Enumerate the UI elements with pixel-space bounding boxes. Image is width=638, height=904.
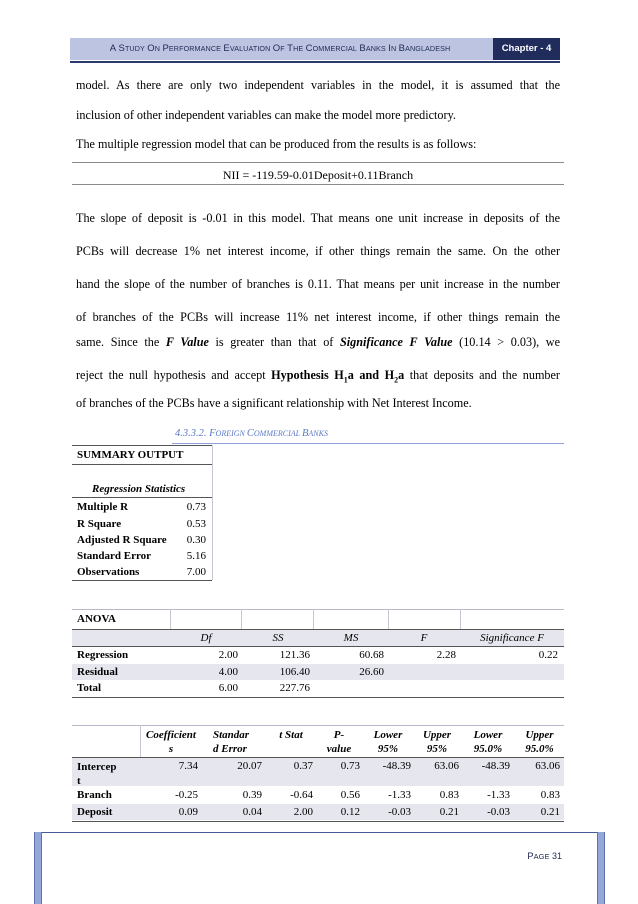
table-divider <box>170 609 171 629</box>
paragraph-line: of branches of the PCBs have a significant relationship with Net Interest Income. <box>76 396 472 410</box>
anova-cell: 2.00 <box>218 649 238 661</box>
regression-equation: NII = -119.59-0.01Deposit+0.11Branch <box>222 168 414 182</box>
table-divider <box>313 609 314 629</box>
coef-cell: 63.06 <box>434 760 459 772</box>
coef-cell: 2.00 <box>293 806 313 818</box>
paragraph-line: The slope of deposit is -0.01 in this model. That means one unit increase in deposits of the <box>76 211 560 225</box>
anova-cell: 4.00 <box>218 666 238 678</box>
coef-header: Lower 95% <box>373 729 403 755</box>
header-rule <box>70 61 560 63</box>
regression-stats-title: Regression Statistics <box>92 483 186 495</box>
anova-row-label: Total <box>77 682 102 694</box>
coef-cell: 0.12 <box>340 806 360 818</box>
paragraph-line: model. As there are only two independent variables in the model, it is assumed that the <box>76 78 560 92</box>
stat-label: R Square <box>77 518 122 530</box>
anova-header: MS <box>343 632 359 644</box>
coef-cell: -1.33 <box>487 789 510 801</box>
table-rule <box>72 725 564 726</box>
table-divider <box>388 609 389 629</box>
paragraph-line: reject the null hypothesis and accept Hypothesis $H_1a$ and $H_2a$ that deposits and the number <box>76 368 560 385</box>
coef-header: Coefficient s <box>146 729 196 755</box>
coef-header: Upper 95.0% <box>525 729 554 755</box>
coef-cell: -0.03 <box>388 806 411 818</box>
coef-header: Lower 95.0% <box>473 729 503 755</box>
coef-cell: -48.39 <box>382 760 411 772</box>
anova-cell: 60.68 <box>359 649 384 661</box>
table-rule <box>72 497 212 498</box>
coef-row-label: Intercep t <box>77 761 117 787</box>
summary-title: SUMMARY OUTPUT <box>77 449 184 461</box>
table-rule <box>72 445 212 446</box>
coef-cell: 0.21 <box>439 806 459 818</box>
coef-cell: 0.83 <box>439 789 459 801</box>
stat-value: 7.00 <box>186 566 206 578</box>
stat-label: Adjusted R Square <box>77 534 167 546</box>
paragraph-line: inclusion of other independent variables can make the model more predictory. <box>76 108 456 122</box>
table-rule <box>72 697 564 698</box>
paragraph-line: PCBs will decrease 1% net interest income, if other things remain the same. On the other <box>76 244 560 258</box>
anova-row-label: Residual <box>77 666 118 678</box>
footer-right-bar <box>597 832 605 904</box>
anova-header: SS <box>272 632 284 644</box>
paragraph-line: of branches of the PCBs will increase 11% net interest income, if other things remain the <box>76 310 560 324</box>
coef-header: t Stat <box>279 729 303 741</box>
coef-row-label: Branch <box>77 789 112 801</box>
anova-cell: 26.60 <box>359 666 384 678</box>
coef-header: Standar d Error <box>213 729 250 755</box>
anova-cell: 6.00 <box>218 682 238 694</box>
table-divider <box>241 609 242 629</box>
anova-row-label: Regression <box>77 649 129 661</box>
stat-label: Observations <box>77 566 140 578</box>
coef-cell: 0.21 <box>540 806 560 818</box>
coef-row-label: Deposit <box>77 806 113 818</box>
coef-cell: 0.09 <box>178 806 198 818</box>
table-divider <box>212 445 213 580</box>
table-rule <box>72 646 564 647</box>
coef-cell: 0.73 <box>340 760 360 772</box>
stat-label: Standard Error <box>77 550 152 562</box>
anova-header: Significance F <box>480 632 544 644</box>
coef-cell: -1.33 <box>388 789 411 801</box>
paragraph-line: The multiple regression model that can be produced from the results is as follows: <box>76 137 477 151</box>
stat-value: 0.30 <box>186 534 206 546</box>
paragraph-line: hand the slope of the number of branches is 0.11. That means per unit increase in the number <box>76 277 560 291</box>
coef-cell: 0.37 <box>293 760 313 772</box>
table-rule <box>72 609 564 610</box>
section-heading: 4.3.3.2. FOREIGN COMMERCIAL BANKS <box>175 428 328 439</box>
section-heading-rule <box>172 443 564 444</box>
equation-top-rule <box>72 162 564 163</box>
table-rule <box>72 580 212 581</box>
coef-cell: -0.64 <box>290 789 313 801</box>
equation-bottom-rule <box>72 184 564 185</box>
stat-value: 0.53 <box>186 518 206 530</box>
anova-cell: 2.28 <box>436 649 456 661</box>
coef-header: P- value <box>326 729 352 755</box>
header-title: A STUDY ON PERFORMANCE EVALUATION OF THE COMMERCIAL BANKS IN BANGLADESH <box>109 43 451 54</box>
coef-cell: 20.07 <box>237 760 262 772</box>
coef-cell: -0.03 <box>487 806 510 818</box>
anova-cell: 227.76 <box>279 682 310 694</box>
anova-cell: 121.36 <box>279 649 310 661</box>
coef-cell: 63.06 <box>535 760 560 772</box>
table-rule <box>72 464 212 465</box>
anova-cell: 0.22 <box>538 649 558 661</box>
chapter-badge: Chapter - 4 <box>493 38 560 60</box>
footer-rule <box>36 832 602 833</box>
coef-header: Upper 95% <box>422 729 452 755</box>
coef-cell: 7.34 <box>178 760 198 772</box>
anova-title: ANOVA <box>77 613 116 625</box>
anova-header: F <box>420 632 428 644</box>
stat-value: 5.16 <box>186 550 206 562</box>
paragraph-line: same. Since the F Value is greater than that of Significance F Value (10.14 > 0.03), we <box>76 335 560 349</box>
coef-cell: 0.04 <box>242 806 262 818</box>
table-divider <box>460 609 461 629</box>
coef-cell: 0.39 <box>242 789 262 801</box>
anova-header: Df <box>200 632 212 644</box>
coef-cell: 0.56 <box>340 789 360 801</box>
stat-label: Multiple R <box>77 501 129 513</box>
table-rule <box>72 821 564 822</box>
coef-cell: -48.39 <box>481 760 510 772</box>
stat-value: 0.73 <box>186 501 206 513</box>
anova-cell: 106.40 <box>279 666 310 678</box>
footer-left-bar <box>34 832 42 904</box>
coef-cell: -0.25 <box>175 789 198 801</box>
page-number: PAGE 31 <box>527 851 562 862</box>
coef-cell: 0.83 <box>540 789 560 801</box>
